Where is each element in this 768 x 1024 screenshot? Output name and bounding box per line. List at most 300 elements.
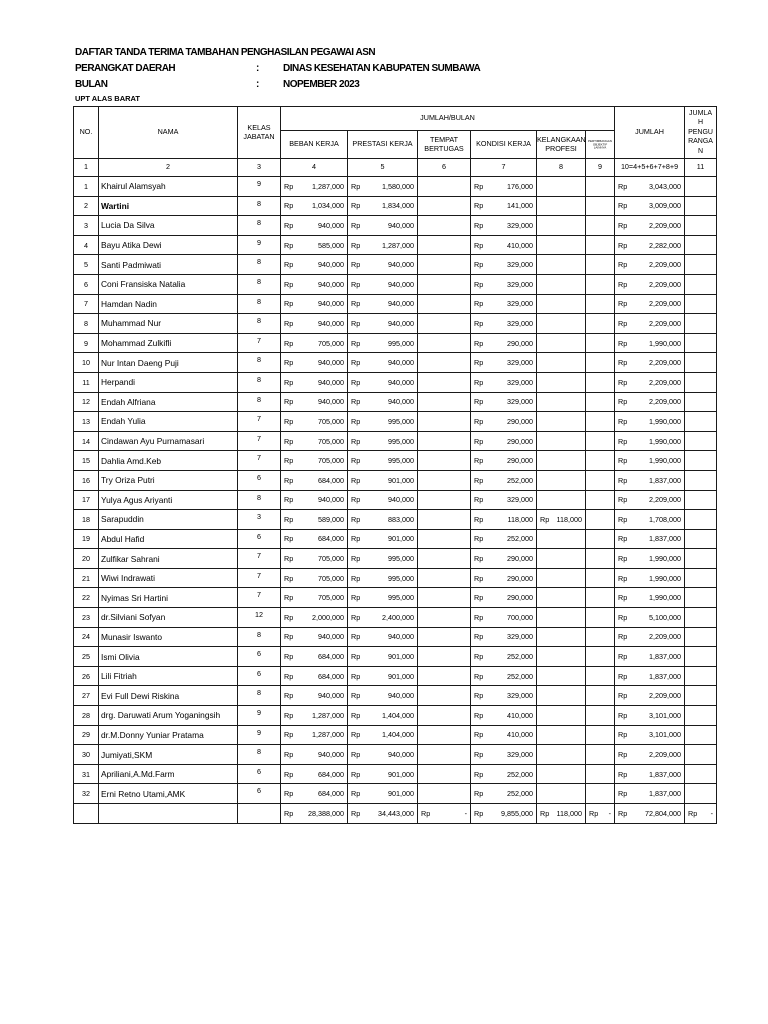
- currency-label: Rp: [618, 436, 628, 446]
- kondisi-value: 329,000: [507, 495, 533, 505]
- jumlah-cell: [615, 353, 685, 373]
- prestasi-value: 1,404,000: [382, 710, 414, 720]
- beban-value: 940,000: [318, 632, 344, 642]
- tempat-cell: [418, 764, 471, 784]
- column-number: 8: [537, 159, 586, 177]
- beban-value: 705,000: [318, 416, 344, 426]
- kondisi-cell: [471, 568, 537, 588]
- beban-amount: [284, 260, 344, 269]
- jumlah-amount: [618, 632, 681, 641]
- kondisi-cell: [471, 745, 537, 765]
- jumlah-amount: [618, 260, 681, 269]
- currency-label: Rp: [474, 554, 484, 564]
- row-number: 19: [82, 534, 90, 544]
- prestasi-amount: [351, 574, 414, 583]
- job-class: 8: [257, 747, 261, 757]
- kelangkaan-cell: [537, 490, 586, 510]
- currency-label: Rp: [474, 260, 484, 270]
- currency-label: Rp: [474, 299, 484, 309]
- beban-amount: [284, 339, 344, 348]
- row-number-cell: [74, 706, 99, 726]
- kondisi-cell: [471, 686, 537, 706]
- jumlah-amount: [618, 515, 681, 524]
- table-row: [74, 255, 717, 275]
- jumlah-value: 1,837,000: [649, 652, 682, 662]
- prestasi-cell: [348, 412, 418, 432]
- kondisi-cell: [471, 235, 537, 255]
- beban-value: 684,000: [318, 769, 344, 779]
- job-class-cell: [238, 177, 281, 197]
- beban-cell: [281, 666, 348, 686]
- employee-name: Herpandi: [101, 377, 135, 388]
- jumlah-cell: [615, 431, 685, 451]
- kondisi-cell: [471, 490, 537, 510]
- employee-name-cell: [99, 706, 238, 726]
- pengurangan-cell: [685, 177, 717, 197]
- header-no: [74, 107, 99, 159]
- table-row: [74, 588, 717, 608]
- job-class-cell: [238, 686, 281, 706]
- table-row: [74, 608, 717, 628]
- table-row: [74, 196, 717, 216]
- employee-name: Munasir Iswanto: [101, 631, 162, 642]
- pengurangan-cell: [685, 608, 717, 628]
- prestasi-amount: [351, 672, 414, 681]
- pertimbangan-cell: [586, 666, 615, 686]
- prestasi-value: 940,000: [388, 279, 414, 289]
- beban-value: 1,287,000: [312, 710, 344, 720]
- beban-amount: [284, 397, 344, 406]
- pertimbangan-cell: [586, 431, 615, 451]
- tempat-cell: [418, 784, 471, 804]
- jumlah-cell: [615, 529, 685, 549]
- pertimbangan-cell: [586, 314, 615, 334]
- kelangkaan-cell: [537, 353, 586, 373]
- jumlah-value: 1,990,000: [649, 573, 682, 583]
- currency-label: Rp: [351, 671, 361, 681]
- prestasi-value: 940,000: [388, 397, 414, 407]
- beban-cell: [281, 216, 348, 236]
- jumlah-amount: [618, 613, 681, 622]
- row-number: 17: [82, 495, 90, 505]
- employee-name: Nur Intan Daeng Puji: [101, 357, 179, 368]
- pengurangan-cell: [685, 353, 717, 373]
- month-line: [75, 79, 675, 91]
- row-number-cell: [74, 353, 99, 373]
- currency-label: Rp: [618, 554, 628, 564]
- row-number: 13: [82, 416, 90, 426]
- table-header: [74, 107, 717, 177]
- kondisi-value: 290,000: [507, 338, 533, 348]
- month-value: NOPEMBER 2023: [283, 79, 360, 90]
- prestasi-amount: [351, 554, 414, 563]
- jumlah-value: 2,209,000: [649, 632, 682, 642]
- currency-label: Rp: [351, 534, 361, 544]
- currency-label: Rp: [474, 593, 484, 603]
- row-number: 15: [82, 456, 90, 466]
- beban-value: 684,000: [318, 475, 344, 485]
- job-class: 8: [257, 198, 261, 208]
- jumlah-amount: [618, 241, 681, 250]
- prestasi-cell: [348, 608, 418, 628]
- kelangkaan-cell: [537, 177, 586, 197]
- table-row: [74, 412, 717, 432]
- jumlah-cell: [615, 745, 685, 765]
- pertimbangan-amount: [589, 809, 611, 818]
- job-class: 8: [257, 355, 261, 365]
- row-number-cell: [74, 470, 99, 490]
- kondisi-cell: [471, 431, 537, 451]
- row-number-cell: [74, 333, 99, 353]
- row-number: 28: [82, 710, 90, 720]
- prestasi-cell: [348, 510, 418, 530]
- kondisi-amount: [474, 495, 533, 504]
- jumlah-cell: [615, 608, 685, 628]
- jumlah-cell: [615, 333, 685, 353]
- kondisi-cell: [471, 784, 537, 804]
- employee-name: drg. Daruwati Arum Yoganingsih: [101, 710, 221, 721]
- currency-label: Rp: [351, 710, 361, 720]
- pertimbangan-cell: [586, 686, 615, 706]
- jumlah-value: 2,209,000: [649, 397, 682, 407]
- currency-label: Rp: [351, 573, 361, 583]
- kondisi-amount: [474, 534, 533, 543]
- currency-label: Rp: [351, 240, 361, 250]
- pertimbangan-cell: [586, 568, 615, 588]
- employee-name-cell: [99, 431, 238, 451]
- tempat-cell: [418, 392, 471, 412]
- employee-name-cell: [99, 666, 238, 686]
- prestasi-cell: [348, 392, 418, 412]
- tempat-cell: [418, 725, 471, 745]
- pengurangan-value: -: [710, 808, 714, 818]
- header-prestasi-label: PRESTASI KERJA: [352, 139, 413, 149]
- pengurangan-cell: [685, 706, 717, 726]
- currency-label: Rp: [284, 789, 294, 799]
- employee-name-cell: [99, 647, 238, 667]
- kelangkaan-cell: [537, 764, 586, 784]
- prestasi-cell: [348, 549, 418, 569]
- jumlah-amount: [618, 299, 681, 308]
- employee-name: Wiwi Indrawati: [101, 573, 155, 584]
- kondisi-cell: [471, 588, 537, 608]
- header-jumlah: [615, 107, 685, 159]
- beban-value: 1,034,000: [312, 201, 344, 211]
- beban-amount: [284, 495, 344, 504]
- kondisi-value: 329,000: [507, 318, 533, 328]
- prestasi-amount: [351, 280, 414, 289]
- jumlah-amount: [618, 221, 681, 230]
- jumlah-value: 1,990,000: [649, 436, 682, 446]
- tempat-cell: [418, 549, 471, 569]
- employee-name: Endah Yulia: [101, 416, 146, 427]
- beban-amount: [284, 476, 344, 485]
- currency-label: Rp: [618, 240, 628, 250]
- jumlah-amount: [618, 770, 681, 779]
- jumlah-cell: [615, 470, 685, 490]
- beban-amount: [284, 652, 344, 661]
- beban-value: 684,000: [318, 534, 344, 544]
- prestasi-value: 883,000: [388, 514, 414, 524]
- currency-label: Rp: [618, 671, 628, 681]
- job-class-cell: [238, 588, 281, 608]
- beban-value: 940,000: [318, 750, 344, 760]
- table-row: [74, 784, 717, 804]
- job-class-cell: [238, 627, 281, 647]
- jumlah-cell: [615, 568, 685, 588]
- beban-value: 705,000: [318, 573, 344, 583]
- job-class: 8: [257, 276, 261, 286]
- beban-amount: [284, 711, 344, 720]
- currency-label: Rp: [618, 750, 628, 760]
- totals-class-cell: [238, 804, 281, 824]
- currency-label: Rp: [284, 652, 294, 662]
- row-number-cell: [74, 725, 99, 745]
- jumlah-value: 1,990,000: [649, 338, 682, 348]
- pertimbangan-cell: [586, 627, 615, 647]
- currency-label: Rp: [618, 573, 628, 583]
- row-number: 5: [84, 260, 88, 270]
- allowance-table: [73, 106, 717, 824]
- currency-label: Rp: [474, 514, 484, 524]
- row-number: 32: [82, 789, 90, 799]
- kondisi-cell: [471, 510, 537, 530]
- pengurangan-cell: [685, 510, 717, 530]
- employee-name-cell: [99, 294, 238, 314]
- currency-label: Rp: [351, 318, 361, 328]
- job-class: 6: [257, 649, 261, 659]
- jumlah-cell: [615, 451, 685, 471]
- currency-label: Rp: [474, 318, 484, 328]
- prestasi-value: 901,000: [388, 652, 414, 662]
- pertimbangan-cell: [586, 274, 615, 294]
- jumlah-amount: [618, 437, 681, 446]
- currency-label: Rp: [351, 554, 361, 564]
- prestasi-amount: [351, 652, 414, 661]
- header-prestasi: [348, 131, 418, 159]
- jumlah-amount: [618, 456, 681, 465]
- currency-label: Rp: [284, 456, 294, 466]
- jumlah-value: 1,837,000: [649, 534, 682, 544]
- currency-label: Rp: [474, 475, 484, 485]
- currency-label: Rp: [284, 632, 294, 642]
- table-row: [74, 490, 717, 510]
- currency-label: Rp: [474, 769, 484, 779]
- tempat-cell: [418, 235, 471, 255]
- employee-name: Endah Alfriana: [101, 396, 156, 407]
- kondisi-value: 252,000: [507, 789, 533, 799]
- jumlah-value: 3,009,000: [649, 201, 682, 211]
- prestasi-amount: [351, 534, 414, 543]
- kondisi-value: 700,000: [507, 612, 533, 622]
- column-number: 9: [586, 159, 615, 177]
- prestasi-amount: [351, 299, 414, 308]
- currency-label: Rp: [284, 671, 294, 681]
- prestasi-value: 2,400,000: [382, 612, 414, 622]
- kelangkaan-cell: [537, 686, 586, 706]
- employee-name: Jumiyati,SKM: [101, 749, 153, 760]
- jumlah-amount: [618, 358, 681, 367]
- employee-name: Santi Padmiwati: [101, 259, 162, 270]
- currency-label: Rp: [284, 299, 294, 309]
- pertimbangan-cell: [586, 588, 615, 608]
- kondisi-amount: [474, 280, 533, 289]
- header-row-top: [74, 107, 717, 131]
- kondisi-amount: [474, 554, 533, 563]
- column-number: 7: [471, 159, 537, 177]
- kelangkaan-cell: [537, 412, 586, 432]
- prestasi-cell: [348, 588, 418, 608]
- currency-label: Rp: [474, 495, 484, 505]
- currency-label: Rp: [474, 632, 484, 642]
- prestasi-cell: [348, 666, 418, 686]
- employee-name-cell: [99, 274, 238, 294]
- row-number: 11: [82, 377, 90, 387]
- kondisi-cell: [471, 333, 537, 353]
- kondisi-value: 252,000: [507, 652, 533, 662]
- kondisi-cell: [471, 549, 537, 569]
- job-class: 9: [257, 179, 261, 188]
- jumlah-value: 3,043,000: [649, 181, 682, 191]
- jumlah-amount: [618, 730, 681, 739]
- job-class: 7: [257, 551, 261, 561]
- beban-cell: [281, 314, 348, 334]
- beban-amount: [284, 593, 344, 602]
- pengurangan-cell: [685, 745, 717, 765]
- currency-label: Rp: [351, 279, 361, 289]
- employee-name: Ismi Olivia: [101, 651, 140, 662]
- beban-value: 1,287,000: [312, 181, 344, 191]
- table-row: [74, 314, 717, 334]
- beban-value: 2,000,000: [312, 612, 344, 622]
- pertimbangan-cell: [586, 549, 615, 569]
- employee-name: Erni Retno Utami,AMK: [101, 788, 186, 799]
- employee-name: Lili Fitriah: [101, 671, 137, 682]
- currency-label: Rp: [284, 220, 294, 230]
- pertimbangan-cell: [586, 353, 615, 373]
- row-number: 23: [82, 612, 90, 622]
- pertimbangan-cell: [586, 647, 615, 667]
- tempat-cell: [418, 804, 471, 824]
- currency-label: Rp: [351, 220, 361, 230]
- pertimbangan-cell: [586, 804, 615, 824]
- tempat-cell: [418, 372, 471, 392]
- employee-name-cell: [99, 255, 238, 275]
- kondisi-cell: [471, 647, 537, 667]
- beban-cell: [281, 706, 348, 726]
- kondisi-value: 329,000: [507, 220, 533, 230]
- prestasi-cell: [348, 274, 418, 294]
- prestasi-value: 901,000: [388, 534, 414, 544]
- currency-label: Rp: [284, 573, 294, 583]
- prestasi-amount: [351, 339, 414, 348]
- currency-label: Rp: [618, 789, 628, 799]
- table-row: [74, 294, 717, 314]
- jumlah-cell: [615, 764, 685, 784]
- kelangkaan-cell: [537, 588, 586, 608]
- currency-label: Rp: [540, 808, 550, 818]
- table-row: [74, 274, 717, 294]
- header-no-label: NO.: [79, 127, 93, 137]
- employee-name: Abdul Hafid: [101, 533, 145, 544]
- currency-label: Rp: [474, 377, 484, 387]
- tempat-cell: [418, 196, 471, 216]
- prestasi-value: 1,287,000: [382, 240, 414, 250]
- beban-cell: [281, 627, 348, 647]
- currency-label: Rp: [284, 240, 294, 250]
- currency-label: Rp: [618, 593, 628, 603]
- currency-label: Rp: [351, 456, 361, 466]
- jumlah-value: 3,101,000: [649, 730, 682, 740]
- kondisi-amount: [474, 632, 533, 641]
- kelangkaan-cell: [537, 470, 586, 490]
- kelangkaan-cell: [537, 784, 586, 804]
- department-label: PERANGKAT DAERAH: [75, 63, 176, 74]
- tempat-cell: [418, 333, 471, 353]
- beban-cell: [281, 451, 348, 471]
- currency-label: Rp: [474, 456, 484, 466]
- currency-label: Rp: [474, 710, 484, 720]
- row-number-cell: [74, 529, 99, 549]
- jumlah-value: 1,837,000: [649, 789, 682, 799]
- job-class: 7: [257, 570, 261, 580]
- pengurangan-cell: [685, 588, 717, 608]
- row-number: 21: [82, 573, 90, 583]
- beban-value: 940,000: [318, 260, 344, 270]
- kondisi-value: 329,000: [507, 299, 533, 309]
- currency-label: Rp: [474, 652, 484, 662]
- currency-label: Rp: [284, 808, 294, 818]
- kondisi-value: 252,000: [507, 534, 533, 544]
- prestasi-value: 940,000: [388, 691, 414, 701]
- currency-label: Rp: [284, 534, 294, 544]
- job-class-cell: [238, 784, 281, 804]
- beban-cell: [281, 784, 348, 804]
- kondisi-amount: [474, 456, 533, 465]
- pengurangan-cell: [685, 549, 717, 569]
- employee-name-cell: [99, 784, 238, 804]
- employee-name-cell: [99, 745, 238, 765]
- header-pengurangan-label: JUMLAH PENGURANGAN: [688, 109, 713, 155]
- employee-name: Apriliani,A.Md.Farm: [101, 769, 175, 780]
- row-number-cell: [74, 412, 99, 432]
- tempat-cell: [418, 686, 471, 706]
- row-number-cell: [74, 510, 99, 530]
- prestasi-value: 901,000: [388, 769, 414, 779]
- currency-label: Rp: [618, 201, 628, 211]
- pengurangan-cell: [685, 255, 717, 275]
- pertimbangan-cell: [586, 608, 615, 628]
- kondisi-amount: [474, 339, 533, 348]
- kondisi-cell: [471, 451, 537, 471]
- kondisi-cell: [471, 274, 537, 294]
- currency-label: Rp: [618, 338, 628, 348]
- job-class-cell: [238, 764, 281, 784]
- currency-label: Rp: [351, 475, 361, 485]
- beban-value: 940,000: [318, 397, 344, 407]
- currency-label: Rp: [351, 358, 361, 368]
- job-class-cell: [238, 725, 281, 745]
- job-class: 3: [257, 512, 261, 522]
- jumlah-cell: [615, 216, 685, 236]
- job-class: 6: [257, 786, 261, 796]
- pengurangan-cell: [685, 235, 717, 255]
- table-row: [74, 568, 717, 588]
- tempat-cell: [418, 568, 471, 588]
- row-number: 18: [82, 514, 90, 524]
- employee-name-cell: [99, 608, 238, 628]
- beban-cell: [281, 412, 348, 432]
